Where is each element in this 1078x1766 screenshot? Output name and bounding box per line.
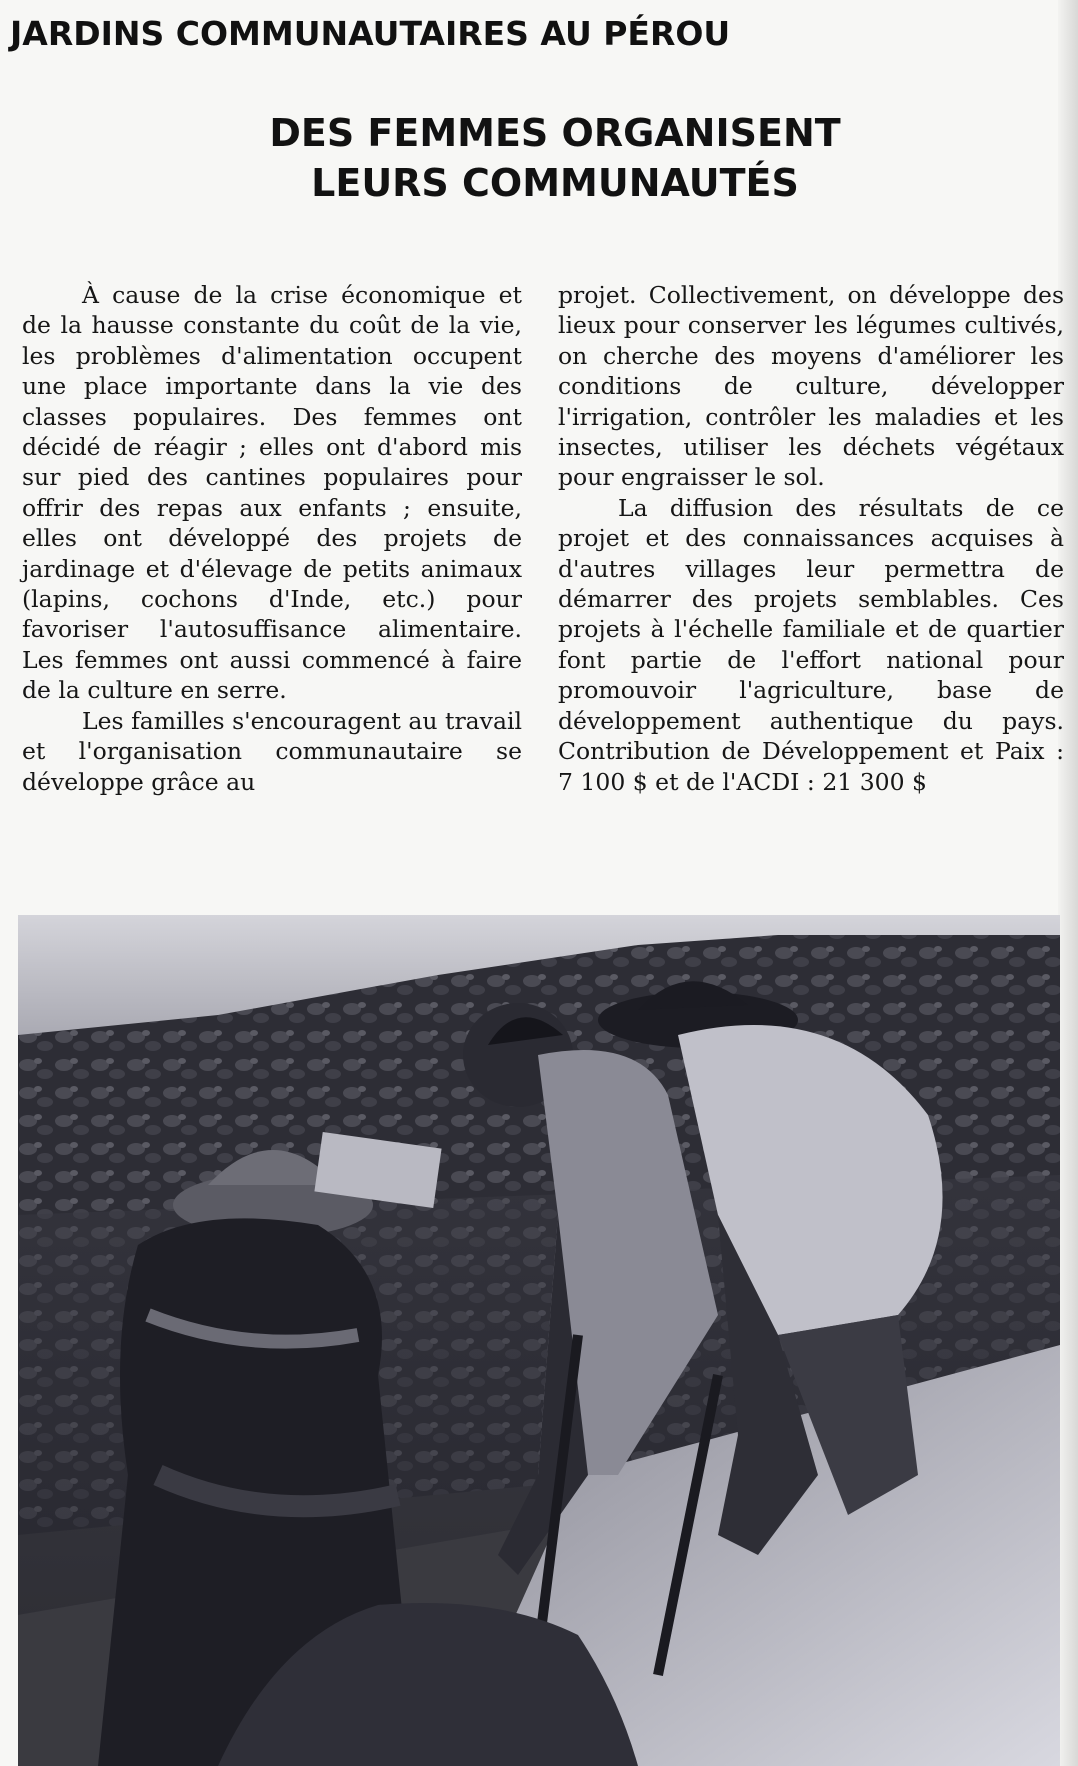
paragraph-1: À cause de la crise économique et de la hausse constante du coût de la vie, les problèmes d'alimentation occupent une place importante dans la vie des classes populaires. Des femmes ont décidé de réagir ; elles ont d'abord mis sur pied des cantines populaires pour offrir des repas aux enfants ; ensuite, elles ont développé des projets de jardinage et d'élevage de petits animaux (lapins, cochons d'Inde, etc.) pour favoriser l'autosuffisance alimentaire. Les femmes ont aussi commencé à faire de la culture en serre.	[22, 281, 522, 705]
paragraph-2: Les familles s'encouragent au travail et l'organisation communautaire se développe grâce au	[22, 706, 522, 796]
paragraph-3: projet. Collectivement, on développe des lieux pour conserver les légumes cultivés, on cherche des moyens d'améliorer les conditions de culture, développer l'irrigation, contrôler les maladies et les insectes, utiliser les déchets végétaux pour engraisser le sol.	[558, 281, 1064, 492]
article-column-left	[22, 280, 522, 797]
headline-line-1: DES FEMMES ORGANISENT	[269, 111, 841, 155]
article-column-right	[558, 280, 1064, 797]
page-edge-shadow	[1058, 0, 1078, 1766]
section-header: JARDINS COMMUNAUTAIRES AU PÉROU	[10, 14, 731, 53]
headline-line-2: LEURS COMMUNAUTÉS	[311, 161, 799, 205]
paragraph-4: La diffusion des résultats de ce projet et des connaissances acquises à d'autres villages leur permettra de démarrer des projets semblables. Ces projets à l'échelle familiale et de quartier font partie de l'effort national pour promouvoir l'agriculture, base de développement authentique du pays. Contribution de Développement et Paix : 7 100 $ et de l'ACDI : 21 300 $	[558, 493, 1064, 796]
article-headline	[140, 108, 970, 208]
photo-illustration	[18, 915, 1060, 1766]
photo-farmers-working-field	[18, 915, 1060, 1766]
